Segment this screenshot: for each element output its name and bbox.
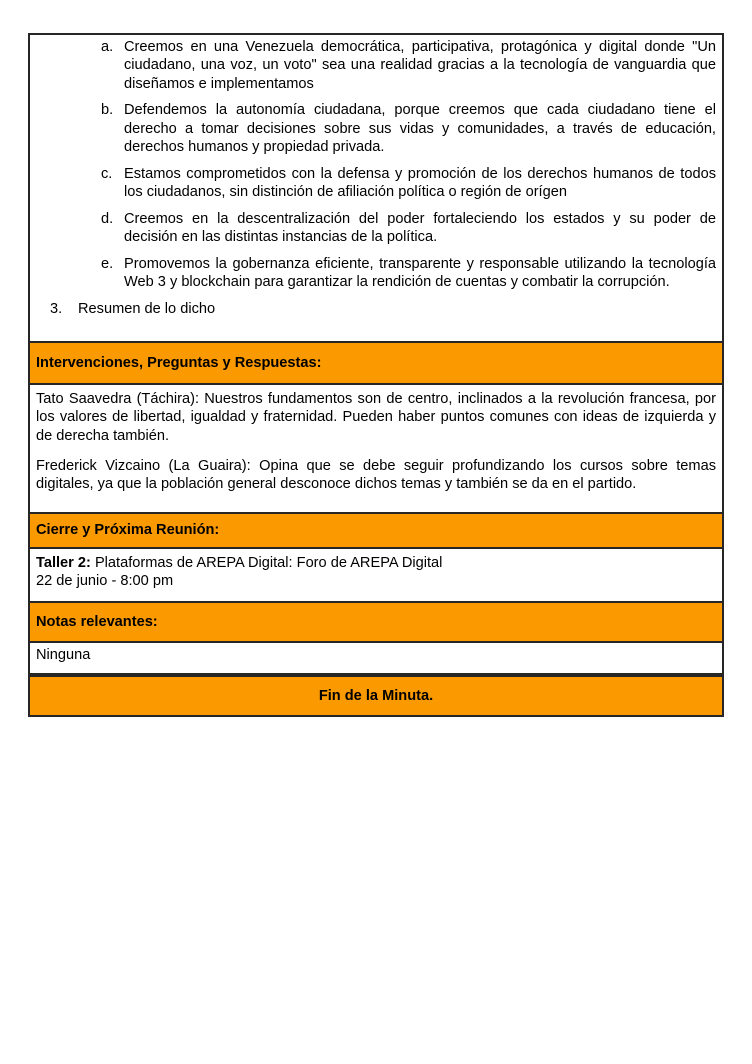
agenda-item-text: Creemos en una Venezuela democrática, participativa, protagónica y digital donde "Un ciudadano, una voz, un voto" sea una realidad gracias a la tecnología de vanguardia que diseñamos e implementamos: [124, 39, 716, 92]
intervention-paragraph-frederick: Frederick Vizcaino (La Guaira): Opina que se debe seguir profundizando los cursos sobre temas digitales, ya que la población general desconoce dichos temas y también se da en el partido.: [36, 457, 716, 493]
list-marker: b.: [101, 102, 114, 119]
list-marker: a.: [101, 39, 114, 55]
agenda-item-text: Estamos comprometidos con la defensa y promoción de los derechos humanos de todos los ciudadanos, sin distinción de afiliación política o región de orígen: [124, 165, 716, 201]
agenda-item-d: [36, 210, 716, 247]
closing-workshop-line: [36, 554, 716, 572]
notes-header-band: [30, 601, 722, 641]
agenda-item-b: [36, 101, 716, 156]
list-marker: d.: [101, 210, 114, 227]
agenda-item-3-resumen: [36, 300, 716, 318]
minutes-table: [28, 33, 724, 675]
closing-section: [30, 547, 722, 601]
notes-header-label: Notas relevantes:: [36, 613, 158, 630]
notes-content: Ninguna: [36, 647, 91, 663]
notes-section: [30, 641, 722, 673]
list-marker: c.: [101, 165, 113, 182]
intervention-paragraph-tato: Tato Saavedra (Táchira): Nuestros fundamentos son de centro, inclinados a la revolución francesa, por los valores de libertad, igualdad y fraternidad. Pueden haber puntos comunes con ideas de izquierda y de derecha también.: [36, 391, 716, 444]
interventions-header-label: Intervenciones, Preguntas y Respuestas:: [36, 354, 322, 371]
closing-datetime: 22 de junio - 8:00 pm: [36, 573, 174, 590]
agenda-item-text: Promovemos la gobernanza eficiente, transparente y responsable utilizando la tecnología Web 3 y blockchain para garantizar la rendición de cuentas y combatir la corrupción.: [124, 255, 716, 291]
interventions-section: [30, 383, 722, 512]
agenda-item-e: [36, 255, 716, 292]
agenda-item-text: Resumen de lo dicho: [78, 301, 216, 318]
workshop-label: Taller 2:: [36, 555, 91, 571]
end-of-minutes-banner: [28, 675, 724, 717]
interventions-header-band: [30, 341, 722, 383]
workshop-text: Plataformas de AREPA Digital: Foro de AREPA Digital: [90, 555, 443, 571]
list-marker: 3.: [50, 301, 63, 318]
agenda-item-text: Defendemos la autonomía ciudadana, porque creemos que cada ciudadano tiene el derecho a tomar decisiones sobre sus vidas y comunidades, a través de educación, derechos humanos y propiedad privada.: [124, 102, 716, 155]
agenda-item-c: [36, 165, 716, 202]
agenda-item-a: [36, 38, 716, 93]
list-marker: e.: [101, 255, 114, 272]
end-banner-label: Fin de la Minuta.: [318, 687, 434, 704]
agenda-item-text: Creemos en la descentralización del poder fortaleciendo los estados y su poder de decisión en las distintas instancias de la política.: [124, 210, 716, 246]
closing-header-label: Cierre y Próxima Reunión:: [36, 522, 220, 539]
closing-header-band: [30, 512, 722, 547]
agenda-section: [30, 35, 722, 341]
